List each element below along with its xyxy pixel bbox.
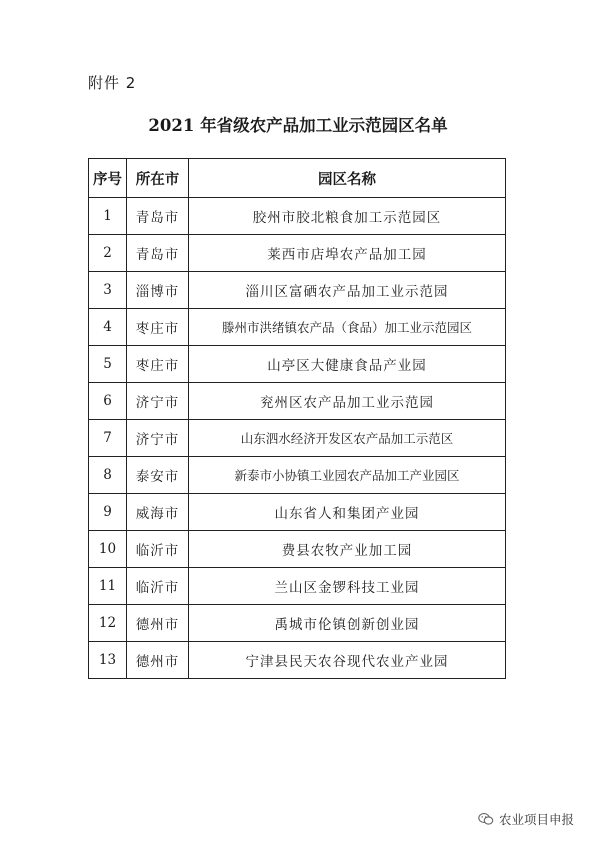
header-park: 园区名称: [189, 159, 506, 198]
table-row: [89, 346, 506, 383]
cell-no: 1: [89, 198, 127, 235]
cell-city: 威海市: [127, 494, 189, 531]
cell-park: 淄川区富硒农产品加工业示范园: [189, 272, 506, 309]
table-row: [89, 383, 506, 420]
cell-no: 3: [89, 272, 127, 309]
cell-park: 胶州市胶北粮食加工示范园区: [189, 198, 506, 235]
cell-park: 山亭区大健康食品产业园: [189, 346, 506, 383]
table-row: [89, 605, 506, 642]
watermark-text: 农业项目申报: [498, 812, 574, 827]
table-row: [89, 642, 506, 679]
table-row: [89, 531, 506, 568]
table-row: [89, 309, 506, 346]
cell-park: 兖州区农产品加工业示范园: [189, 383, 506, 420]
header-no: 序号: [89, 159, 127, 198]
table-body: [89, 198, 506, 679]
park-list-table: [88, 158, 506, 679]
cell-city: 德州市: [127, 605, 189, 642]
attachment-label: 附件 2: [88, 74, 137, 92]
cell-no: 11: [89, 568, 127, 605]
cell-city: 济宁市: [127, 383, 189, 420]
table-row: [89, 494, 506, 531]
watermark: [478, 810, 574, 828]
cell-city: 枣庄市: [127, 346, 189, 383]
cell-park: 宁津县民天农谷现代农业产业园: [189, 642, 506, 679]
cell-park: 禹城市伦镇创新创业园: [189, 605, 506, 642]
table-row: [89, 420, 506, 457]
cell-city: 青岛市: [127, 198, 189, 235]
document-title: 2021 年省级农产品加工业示范园区名单: [148, 116, 448, 135]
cell-park: 山东省人和集团产业园: [189, 494, 506, 531]
cell-park: 兰山区金锣科技工业园: [189, 568, 506, 605]
cell-city: 淄博市: [127, 272, 189, 309]
cell-city: 济宁市: [127, 420, 189, 457]
cell-park: 滕州市洪绪镇农产品（食品）加工业示范园区: [189, 309, 506, 346]
table-row: [89, 457, 506, 494]
cell-no: 10: [89, 531, 127, 568]
cell-no: 6: [89, 383, 127, 420]
cell-park: 新泰市小协镇工业园农产品加工产业园区: [189, 457, 506, 494]
table-header-row: [89, 159, 506, 198]
header-city: 所在市: [127, 159, 189, 198]
cell-park: 莱西市店埠农产品加工园: [189, 235, 506, 272]
cell-city: 临沂市: [127, 568, 189, 605]
cell-no: 13: [89, 642, 127, 679]
cell-no: 2: [89, 235, 127, 272]
cell-no: 12: [89, 605, 127, 642]
cell-no: 7: [89, 420, 127, 457]
table-row: [89, 198, 506, 235]
cell-city: 临沂市: [127, 531, 189, 568]
cell-city: 德州市: [127, 642, 189, 679]
cell-no: 4: [89, 309, 127, 346]
table-row: [89, 235, 506, 272]
cell-no: 5: [89, 346, 127, 383]
cell-park: 山东泗水经济开发区农产品加工示范区: [189, 420, 506, 457]
cell-park: 费县农牧产业加工园: [189, 531, 506, 568]
cell-city: 枣庄市: [127, 309, 189, 346]
table-row: [89, 272, 506, 309]
table-row: [89, 568, 506, 605]
cell-city: 泰安市: [127, 457, 189, 494]
wechat-official-account-icon: [478, 812, 494, 826]
cell-city: 青岛市: [127, 235, 189, 272]
cell-no: 8: [89, 457, 127, 494]
cell-no: 9: [89, 494, 127, 531]
